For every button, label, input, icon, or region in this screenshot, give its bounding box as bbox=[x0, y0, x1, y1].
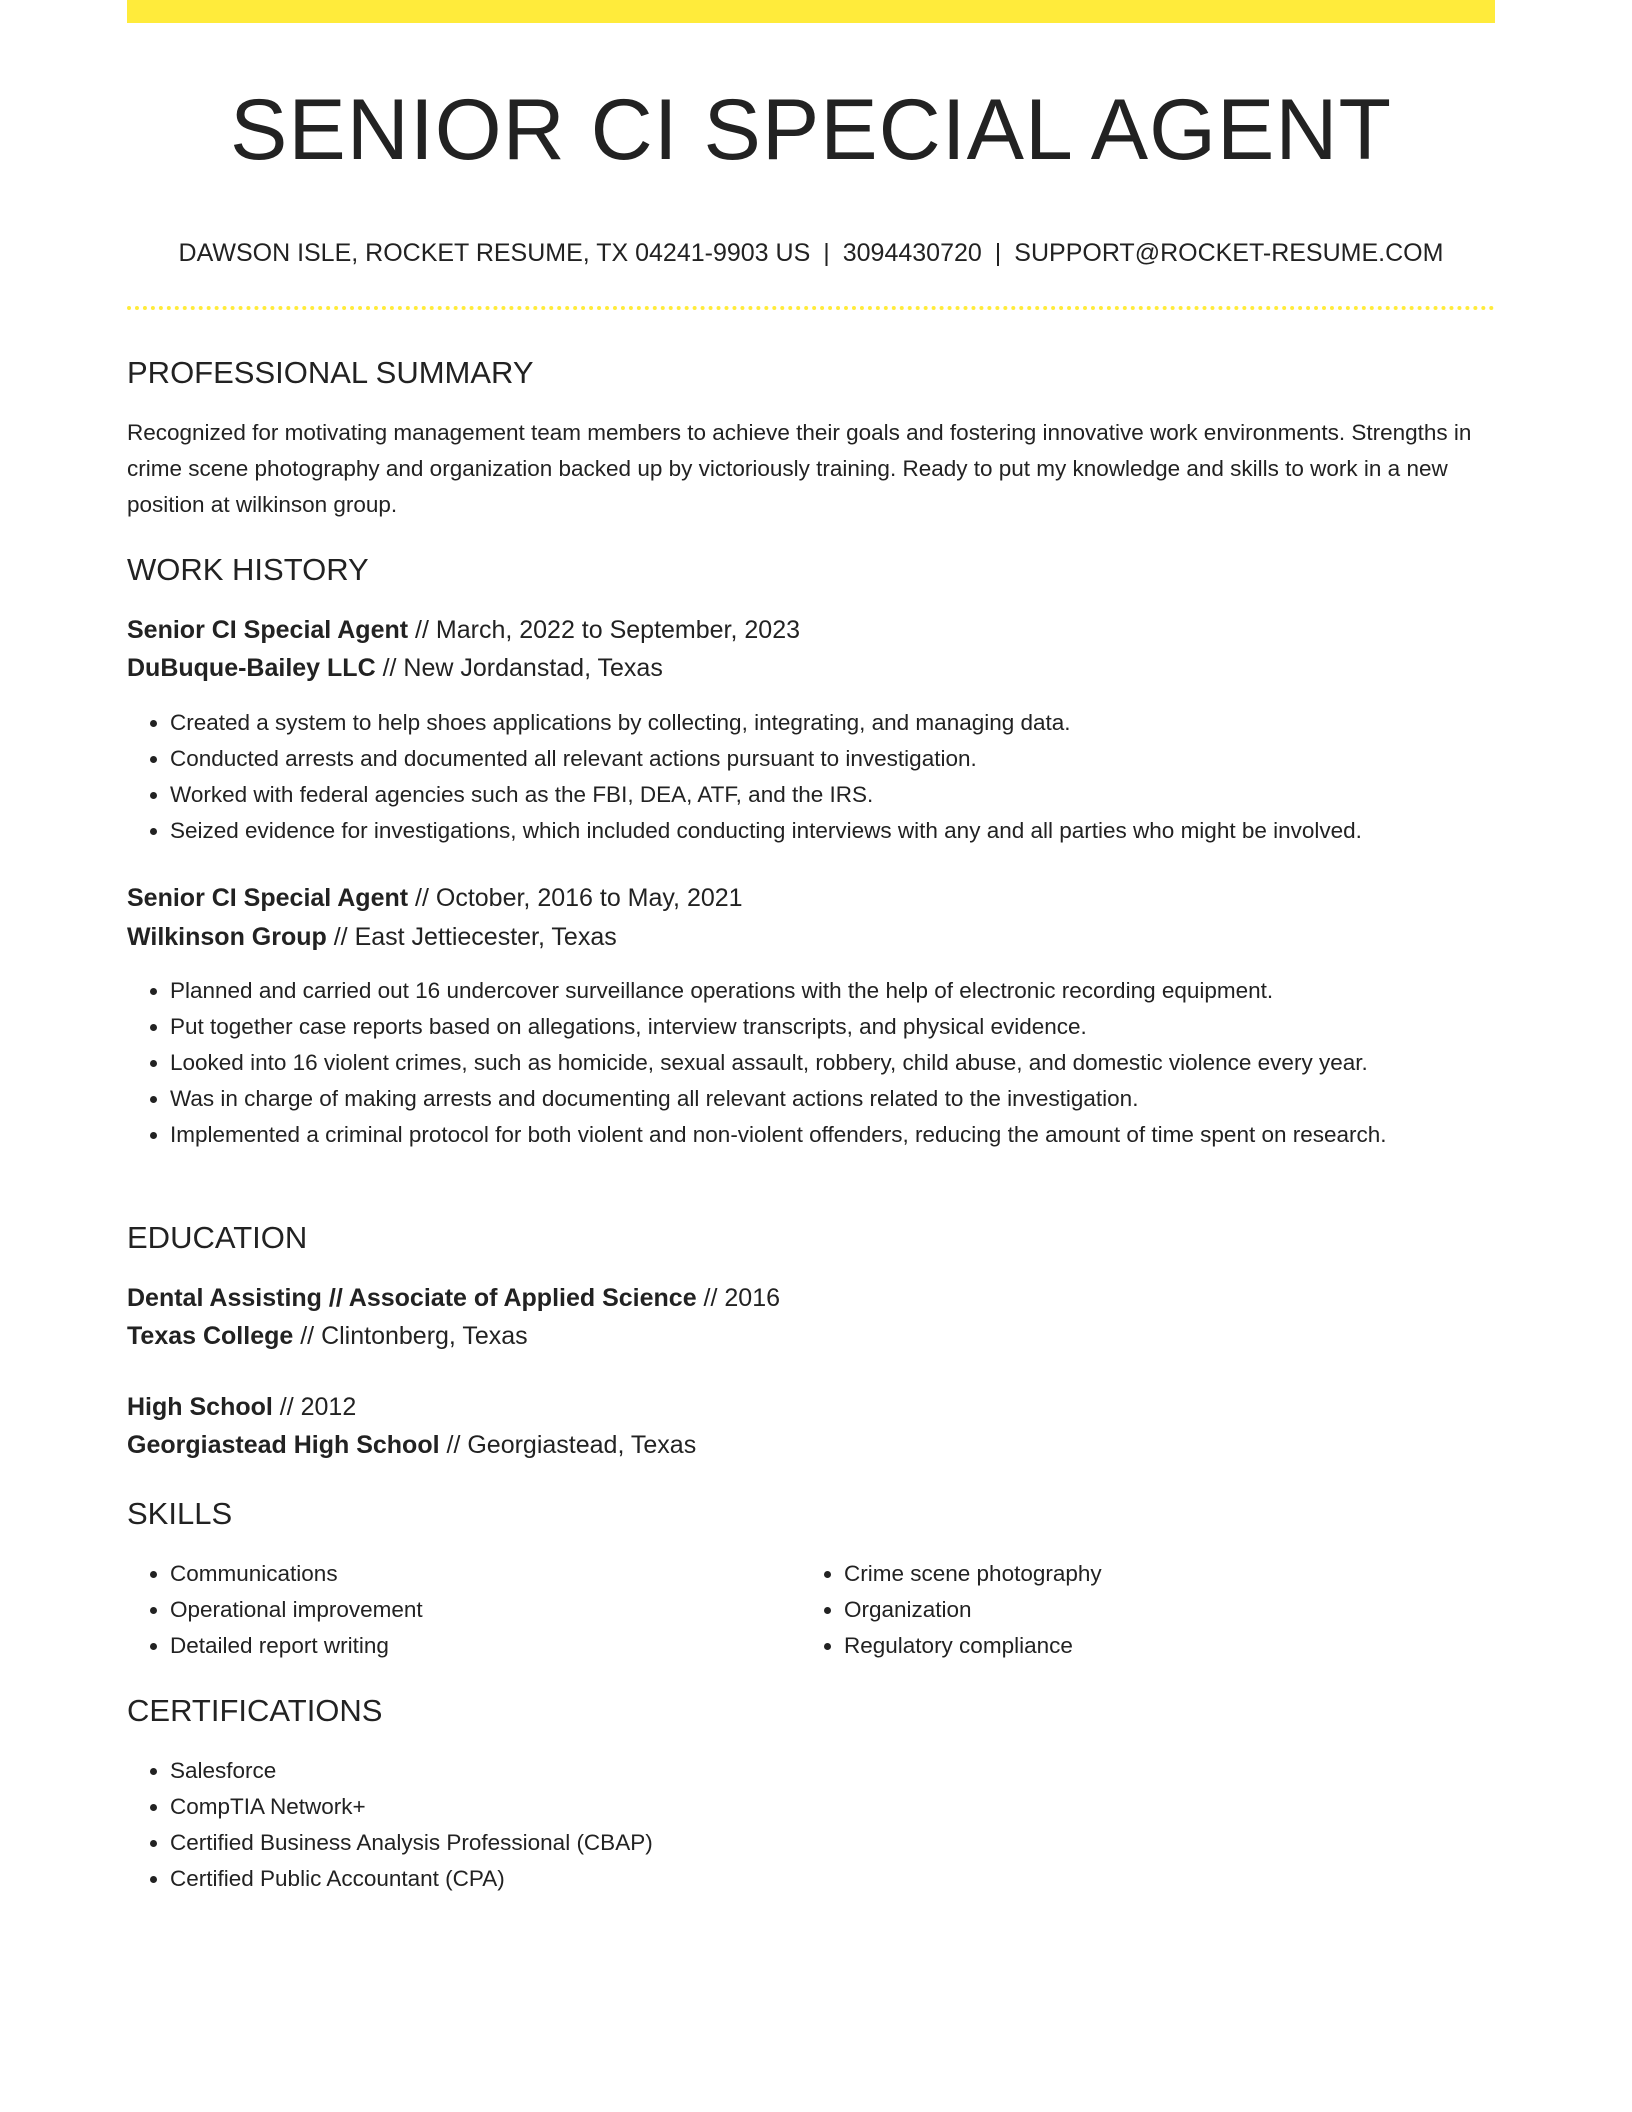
edu-1-school-line bbox=[127, 1318, 528, 1354]
page-title: SENIOR CI SPECIAL AGENT bbox=[230, 82, 1392, 178]
summary-text: Recognized for motivating management team members to achieve their goals and fostering innovative work environments. Strengths in crime scene photography and organization backed up by victoriously training. Ready to put my knowledge and skills to work in a new position at wilkinson group. bbox=[127, 420, 1472, 517]
section-title-summary: PROFESSIONAL SUMMARY bbox=[127, 355, 534, 390]
list-item: • Implemented a criminal protocol for both violent and non-violent offenders, reducing the amount of time spent on research. bbox=[170, 1117, 1495, 1153]
contact-separator: | bbox=[994, 239, 1002, 267]
list-item: • Conducted arrests and documented all relevant actions pursuant to investigation. bbox=[170, 741, 1495, 777]
header-divider bbox=[127, 306, 1495, 310]
list-item: • Communications bbox=[170, 1556, 423, 1592]
job-2-bullets bbox=[127, 973, 1495, 1153]
edu-2-degree: High School bbox=[127, 1393, 273, 1421]
section-title-work: WORK HISTORY bbox=[127, 552, 369, 587]
list-item: • Certified Business Analysis Professional (CBAP) bbox=[170, 1825, 653, 1861]
job-2-title-line bbox=[127, 880, 743, 916]
job-1-company: DuBuque-Bailey LLC bbox=[127, 654, 376, 682]
section-title-certifications: CERTIFICATIONS bbox=[127, 1693, 383, 1728]
list-item: • Looked into 16 violent crimes, such as homicide, sexual assault, robbery, child abuse, and domestic violence every year. bbox=[170, 1045, 1495, 1081]
contact-line bbox=[127, 236, 1495, 270]
list-item: • Certified Public Accountant (CPA) bbox=[170, 1861, 653, 1897]
edu-1-location: // Clintonberg, Texas bbox=[300, 1322, 528, 1350]
job-1-dates: // March, 2022 to September, 2023 bbox=[415, 616, 801, 644]
skills-list-right bbox=[801, 1556, 1102, 1664]
list-item: • Seized evidence for investigations, which included conducting interviews with any and all parties who might be involved. bbox=[170, 813, 1495, 849]
contact-email: SUPPORT@ROCKET-RESUME.COM bbox=[1014, 239, 1444, 267]
list-item: • Crime scene photography bbox=[844, 1556, 1102, 1592]
skills-list-left bbox=[127, 1556, 423, 1664]
job-1-role: Senior CI Special Agent bbox=[127, 616, 409, 644]
section-title-education: EDUCATION bbox=[127, 1220, 308, 1255]
section-title-skills: SKILLS bbox=[127, 1496, 233, 1531]
contact-phone: 3094430720 bbox=[842, 239, 982, 267]
list-item: • Organization bbox=[844, 1592, 1102, 1628]
edu-2-location: // Georgiastead, Texas bbox=[446, 1431, 697, 1459]
edu-2-school: Georgiastead High School bbox=[127, 1431, 440, 1459]
job-1-company-line bbox=[127, 650, 663, 686]
edu-2-school-line bbox=[127, 1427, 696, 1463]
list-item: • Detailed report writing bbox=[170, 1628, 423, 1664]
list-item: • Created a system to help shoes applications by collecting, integrating, and managing data. bbox=[170, 705, 1495, 741]
contact-address: DAWSON ISLE, ROCKET RESUME, TX 04241-9903 US bbox=[178, 239, 811, 267]
job-2-location: // East Jettiecester, Texas bbox=[333, 923, 617, 951]
job-1-bullets bbox=[127, 705, 1495, 849]
job-2-dates: // October, 2016 to May, 2021 bbox=[415, 884, 743, 912]
list-item: • Salesforce bbox=[170, 1753, 653, 1789]
edu-1-degree-line bbox=[127, 1280, 780, 1316]
list-item: • Planned and carried out 16 undercover surveillance operations with the help of electronic recording equipment. bbox=[170, 973, 1495, 1009]
edu-1-degree: Dental Assisting // Associate of Applied Science bbox=[127, 1284, 697, 1312]
accent-bar bbox=[127, 0, 1495, 23]
list-item: • Put together case reports based on allegations, interview transcripts, and physical evidence. bbox=[170, 1009, 1495, 1045]
job-1-location: // New Jordanstad, Texas bbox=[382, 654, 663, 682]
list-item: • Regulatory compliance bbox=[844, 1628, 1102, 1664]
certifications-list bbox=[127, 1753, 653, 1897]
list-item: • CompTIA Network+ bbox=[170, 1789, 653, 1825]
list-item: • Operational improvement bbox=[170, 1592, 423, 1628]
edu-2-degree-line bbox=[127, 1389, 356, 1425]
job-1-title-line bbox=[127, 612, 800, 648]
job-2-role: Senior CI Special Agent bbox=[127, 884, 409, 912]
job-2-company-line bbox=[127, 919, 617, 955]
contact-separator: | bbox=[823, 239, 830, 267]
edu-1-year: // 2016 bbox=[703, 1284, 780, 1312]
job-2-company: Wilkinson Group bbox=[127, 923, 327, 951]
list-item: • Was in charge of making arrests and documenting all relevant actions related to the investigation. bbox=[170, 1081, 1495, 1117]
edu-2-year: // 2012 bbox=[279, 1393, 357, 1421]
list-item: • Worked with federal agencies such as the FBI, DEA, ATF, and the IRS. bbox=[170, 777, 1495, 813]
edu-1-school: Texas College bbox=[127, 1322, 294, 1350]
